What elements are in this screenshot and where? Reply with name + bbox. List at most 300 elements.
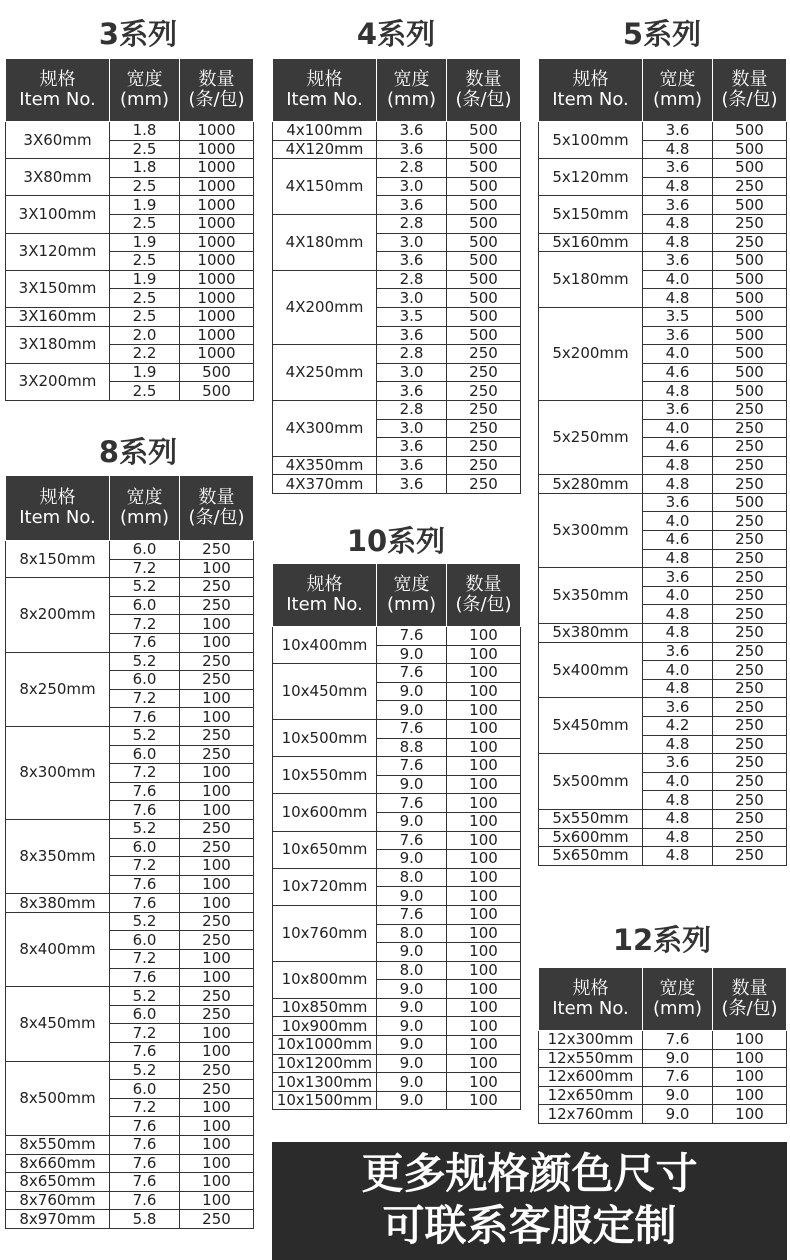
header-item-en: Item No.: [19, 507, 96, 528]
series-8-title: 8系列: [98, 435, 178, 469]
item-no-cell: 4X150mm: [273, 159, 377, 215]
column-header-quantity: [713, 59, 787, 122]
table-row: [539, 828, 787, 847]
column-header-width: [377, 564, 447, 627]
quantity-cell: 100: [713, 1068, 787, 1087]
width-cell: 3.6: [643, 400, 713, 419]
header-qty-cn: 数量: [731, 978, 768, 999]
quantity-cell: 100: [447, 868, 521, 887]
quantity-cell: 250: [447, 382, 521, 401]
width-cell: 2.8: [377, 159, 447, 178]
width-cell: 4.8: [643, 214, 713, 233]
table-row: [273, 627, 521, 646]
quantity-cell: 100: [447, 1073, 521, 1092]
quantity-cell: 1000: [180, 177, 254, 196]
item-no-cell: 5x550mm: [539, 809, 643, 828]
width-cell: 4.8: [643, 809, 713, 828]
item-no-cell: 4X350mm: [273, 456, 377, 475]
width-cell: 7.2: [110, 615, 180, 634]
quantity-cell: 500: [713, 270, 787, 289]
quantity-cell: 100: [713, 1086, 787, 1105]
item-no-cell: 10x500mm: [273, 719, 377, 756]
width-cell: 9.0: [377, 998, 447, 1017]
table-header-row: [539, 59, 787, 122]
width-cell: 7.6: [377, 905, 447, 924]
quantity-cell: 100: [180, 1173, 254, 1192]
table-row: [273, 345, 521, 364]
column-header-width: [377, 59, 447, 122]
quantity-cell: 100: [447, 850, 521, 869]
quantity-cell: 500: [447, 326, 521, 345]
series-5-table: [538, 58, 787, 866]
width-cell: 4.8: [643, 828, 713, 847]
quantity-cell: 250: [180, 578, 254, 597]
width-cell: 7.6: [377, 719, 447, 738]
header-width-cn: 宽度: [393, 574, 430, 595]
quantity-cell: 100: [447, 831, 521, 850]
table-row: [6, 326, 254, 345]
width-cell: 4.8: [643, 475, 713, 494]
quantity-cell: 500: [713, 140, 787, 159]
width-cell: 3.6: [643, 493, 713, 512]
quantity-cell: 100: [180, 875, 254, 894]
width-cell: 2.8: [377, 270, 447, 289]
item-no-cell: 5x650mm: [539, 847, 643, 866]
width-cell: 3.0: [377, 177, 447, 196]
quantity-cell: 100: [180, 708, 254, 727]
column-header-width: [110, 476, 180, 541]
table-header-row: [539, 968, 787, 1031]
width-cell: 3.0: [377, 419, 447, 438]
item-no-cell: 5x200mm: [539, 307, 643, 400]
header-width-cn: 宽度: [393, 69, 430, 90]
item-no-cell: 4X120mm: [273, 140, 377, 159]
column-header-item-no: [539, 59, 643, 122]
table-row: [273, 905, 521, 924]
header-item-en: Item No.: [286, 89, 363, 110]
quantity-cell: 250: [713, 809, 787, 828]
header-item-cn: 规格: [572, 978, 609, 999]
width-cell: 7.6: [110, 1117, 180, 1136]
quantity-cell: 100: [180, 894, 254, 913]
quantity-cell: 250: [713, 177, 787, 196]
table-row: [273, 270, 521, 289]
quantity-cell: 500: [713, 363, 787, 382]
table-row: [539, 400, 787, 419]
quantity-cell: 100: [447, 645, 521, 664]
width-cell: 4.8: [643, 549, 713, 568]
quantity-cell: 250: [180, 671, 254, 690]
item-no-cell: 3X120mm: [6, 233, 110, 270]
quantity-cell: 100: [447, 812, 521, 831]
table-row: [6, 1210, 254, 1229]
quantity-cell: 100: [180, 801, 254, 820]
quantity-cell: 100: [180, 1024, 254, 1043]
quantity-cell: 100: [447, 887, 521, 906]
header-item-cn: 规格: [39, 69, 76, 90]
item-no-cell: 5x250mm: [539, 400, 643, 474]
width-cell: 6.0: [110, 596, 180, 615]
item-no-cell: 10x550mm: [273, 757, 377, 794]
quantity-cell: 100: [447, 775, 521, 794]
quantity-cell: 500: [713, 159, 787, 178]
width-cell: 3.0: [377, 363, 447, 382]
item-no-cell: 12x550mm: [539, 1049, 643, 1068]
quantity-cell: 250: [713, 661, 787, 680]
table-row: [273, 1091, 521, 1110]
item-no-cell: 4x100mm: [273, 122, 377, 141]
header-width-unit: (mm): [652, 89, 703, 110]
width-cell: 7.6: [110, 1043, 180, 1062]
quantity-cell: 250: [713, 791, 787, 810]
width-cell: 9.0: [377, 682, 447, 701]
quantity-cell: 250: [713, 233, 787, 252]
table-row: [6, 270, 254, 289]
column-header-quantity: [180, 59, 254, 122]
item-no-cell: 8x500mm: [6, 1061, 110, 1135]
width-cell: 4.8: [643, 605, 713, 624]
item-no-cell: 4X370mm: [273, 475, 377, 494]
item-no-cell: 5x280mm: [539, 475, 643, 494]
table-row: [539, 1086, 787, 1105]
table-row: [539, 1031, 787, 1050]
quantity-cell: 500: [713, 345, 787, 364]
table-row: [6, 912, 254, 931]
width-cell: 1.8: [110, 122, 180, 141]
width-cell: 3.5: [643, 307, 713, 326]
width-cell: 7.6: [110, 1191, 180, 1210]
item-no-cell: 3X180mm: [6, 326, 110, 363]
table-row: [539, 568, 787, 587]
header-item-cn: 规格: [572, 69, 609, 90]
width-cell: 2.5: [110, 307, 180, 326]
width-cell: 7.6: [377, 831, 447, 850]
header-qty-unit: (条/包): [188, 89, 245, 110]
table-row: [539, 624, 787, 643]
header-qty-unit: (条/包): [721, 89, 778, 110]
quantity-cell: 100: [180, 1117, 254, 1136]
width-cell: 4.0: [643, 419, 713, 438]
quantity-cell: 1000: [180, 159, 254, 178]
quantity-cell: 100: [447, 1091, 521, 1110]
quantity-cell: 250: [447, 345, 521, 364]
quantity-cell: 250: [180, 987, 254, 1006]
table-row: [539, 1105, 787, 1124]
quantity-cell: 100: [447, 943, 521, 962]
width-cell: 3.5: [377, 307, 447, 326]
quantity-cell: 100: [180, 1043, 254, 1062]
quantity-cell: 1000: [180, 252, 254, 271]
width-cell: 5.2: [110, 912, 180, 931]
quantity-cell: 100: [180, 968, 254, 987]
width-cell: 4.8: [643, 847, 713, 866]
quantity-cell: 250: [180, 912, 254, 931]
quantity-cell: 500: [180, 363, 254, 382]
column-header-quantity: [447, 564, 521, 627]
width-cell: 9.0: [377, 775, 447, 794]
width-cell: 4.8: [643, 735, 713, 754]
item-no-cell: 4X300mm: [273, 400, 377, 456]
table-row: [273, 998, 521, 1017]
quantity-cell: 100: [447, 627, 521, 646]
table-row: [539, 307, 787, 326]
column-header-item-no: [273, 59, 377, 122]
width-cell: 4.0: [643, 512, 713, 531]
quantity-cell: 250: [713, 586, 787, 605]
quantity-cell: 250: [180, 726, 254, 745]
width-cell: 7.2: [110, 857, 180, 876]
quantity-cell: 250: [713, 531, 787, 550]
width-cell: 1.9: [110, 196, 180, 215]
item-no-cell: 5x300mm: [539, 493, 643, 567]
quantity-cell: 1000: [180, 196, 254, 215]
item-no-cell: 5x400mm: [539, 642, 643, 698]
item-no-cell: 5x450mm: [539, 698, 643, 754]
width-cell: 4.8: [643, 289, 713, 308]
quantity-cell: 250: [447, 438, 521, 457]
quantity-cell: 500: [180, 382, 254, 401]
item-no-cell: 12x300mm: [539, 1031, 643, 1050]
quantity-cell: 250: [713, 214, 787, 233]
quantity-cell: 250: [180, 838, 254, 857]
table-row: [273, 159, 521, 178]
quantity-cell: 100: [447, 1036, 521, 1055]
series-3-table: [5, 58, 254, 401]
table-row: [273, 1036, 521, 1055]
width-cell: 9.0: [377, 1091, 447, 1110]
width-cell: 7.2: [110, 764, 180, 783]
quantity-cell: 250: [180, 1210, 254, 1229]
width-cell: 8.8: [377, 738, 447, 757]
width-cell: 5.8: [110, 1210, 180, 1229]
table-row: [539, 493, 787, 512]
table-row: [6, 363, 254, 382]
column-header-quantity: [180, 476, 254, 541]
width-cell: 7.2: [110, 1024, 180, 1043]
item-no-cell: 10x1200mm: [273, 1054, 377, 1073]
table-row: [6, 159, 254, 178]
table-row: [6, 233, 254, 252]
width-cell: 4.0: [643, 345, 713, 364]
header-qty-unit: (条/包): [455, 594, 512, 615]
width-cell: 6.0: [110, 931, 180, 950]
item-no-cell: 8x350mm: [6, 819, 110, 893]
width-cell: 3.6: [377, 382, 447, 401]
quantity-cell: 250: [180, 819, 254, 838]
quantity-cell: 250: [447, 419, 521, 438]
table-row: [273, 757, 521, 776]
quantity-cell: 250: [180, 1005, 254, 1024]
quantity-cell: 250: [180, 931, 254, 950]
width-cell: 4.6: [643, 363, 713, 382]
width-cell: 7.6: [643, 1068, 713, 1087]
quantity-cell: 100: [713, 1105, 787, 1124]
table-header-row: [273, 564, 521, 627]
width-cell: 6.0: [110, 1080, 180, 1099]
header-item-cn: 规格: [306, 69, 343, 90]
width-cell: 4.6: [643, 531, 713, 550]
width-cell: 2.8: [377, 400, 447, 419]
quantity-cell: 100: [447, 1017, 521, 1036]
width-cell: 7.2: [110, 689, 180, 708]
item-no-cell: 4X180mm: [273, 214, 377, 270]
quantity-cell: 1000: [180, 140, 254, 159]
item-no-cell: 8x650mm: [6, 1173, 110, 1192]
width-cell: 2.8: [377, 214, 447, 233]
table-row: [539, 233, 787, 252]
quantity-cell: 100: [447, 1054, 521, 1073]
width-cell: 3.0: [377, 233, 447, 252]
quantity-cell: 250: [180, 596, 254, 615]
item-no-cell: 8x760mm: [6, 1191, 110, 1210]
table-row: [6, 1154, 254, 1173]
header-item-en: Item No.: [552, 998, 629, 1019]
quantity-cell: 500: [713, 326, 787, 345]
custom-spec-banner: [272, 1142, 787, 1260]
banner-line-1: 更多规格颜色尺寸: [361, 1149, 698, 1198]
quantity-cell: 100: [180, 857, 254, 876]
table-row: [273, 1073, 521, 1092]
table-header-row: [6, 476, 254, 541]
width-cell: 3.6: [377, 140, 447, 159]
width-cell: 7.6: [110, 801, 180, 820]
quantity-cell: 250: [713, 438, 787, 457]
column-header-item-no: [539, 968, 643, 1031]
quantity-cell: 100: [447, 664, 521, 683]
header-width-unit: (mm): [386, 89, 437, 110]
quantity-cell: 250: [180, 652, 254, 671]
quantity-cell: 1000: [180, 122, 254, 141]
width-cell: 9.0: [377, 943, 447, 962]
width-cell: 5.2: [110, 726, 180, 745]
width-cell: 9.0: [643, 1049, 713, 1068]
item-no-cell: 8x450mm: [6, 987, 110, 1061]
table-row: [539, 1049, 787, 1068]
quantity-cell: 500: [713, 196, 787, 215]
width-cell: 5.2: [110, 987, 180, 1006]
quantity-cell: 500: [713, 493, 787, 512]
table-row: [6, 1173, 254, 1192]
width-cell: 5.2: [110, 578, 180, 597]
quantity-cell: 250: [713, 400, 787, 419]
width-cell: 3.6: [643, 122, 713, 141]
table-header-row: [273, 59, 521, 122]
header-width-unit: (mm): [119, 507, 170, 528]
quantity-cell: 250: [713, 698, 787, 717]
item-no-cell: 10x900mm: [273, 1017, 377, 1036]
quantity-cell: 250: [713, 847, 787, 866]
width-cell: 3.6: [643, 196, 713, 215]
quantity-cell: 500: [447, 233, 521, 252]
item-no-cell: 10x850mm: [273, 998, 377, 1017]
width-cell: 4.8: [643, 140, 713, 159]
quantity-cell: 100: [447, 738, 521, 757]
width-cell: 4.0: [643, 772, 713, 791]
table-row: [6, 1061, 254, 1080]
width-cell: 9.0: [377, 1017, 447, 1036]
table-row: [6, 122, 254, 141]
item-no-cell: 10x760mm: [273, 905, 377, 961]
quantity-cell: 1000: [180, 345, 254, 364]
item-no-cell: 5x100mm: [539, 122, 643, 159]
quantity-cell: 250: [713, 772, 787, 791]
table-row: [273, 794, 521, 813]
quantity-cell: 100: [180, 1154, 254, 1173]
table-row: [273, 214, 521, 233]
width-cell: 7.6: [110, 633, 180, 652]
width-cell: 3.6: [377, 475, 447, 494]
header-item-cn: 规格: [39, 487, 76, 508]
table-row: [539, 809, 787, 828]
item-no-cell: 10x400mm: [273, 627, 377, 664]
table-row: [539, 159, 787, 178]
item-no-cell: 10x650mm: [273, 831, 377, 868]
width-cell: 9.0: [377, 1054, 447, 1073]
quantity-cell: 250: [447, 363, 521, 382]
header-width-cn: 宽度: [659, 978, 696, 999]
width-cell: 3.6: [377, 326, 447, 345]
width-cell: 2.5: [110, 382, 180, 401]
width-cell: 9.0: [377, 850, 447, 869]
table-row: [6, 726, 254, 745]
header-qty-unit: (条/包): [455, 89, 512, 110]
quantity-cell: 1000: [180, 289, 254, 308]
item-no-cell: 3X100mm: [6, 196, 110, 233]
item-no-cell: 8x300mm: [6, 726, 110, 819]
column-header-width: [110, 59, 180, 122]
width-cell: 1.8: [110, 159, 180, 178]
width-cell: 2.0: [110, 326, 180, 345]
width-cell: 3.6: [377, 196, 447, 215]
series-4-title: 4系列: [356, 17, 436, 51]
quantity-cell: 250: [447, 475, 521, 494]
width-cell: 7.6: [643, 1031, 713, 1050]
width-cell: 3.6: [643, 159, 713, 178]
width-cell: 2.5: [110, 140, 180, 159]
width-cell: 4.8: [643, 382, 713, 401]
item-no-cell: 8x400mm: [6, 912, 110, 986]
width-cell: 6.0: [110, 1005, 180, 1024]
quantity-cell: 250: [713, 624, 787, 643]
quantity-cell: 250: [447, 456, 521, 475]
width-cell: 3.6: [643, 326, 713, 345]
quantity-cell: 100: [180, 950, 254, 969]
table-row: [539, 754, 787, 773]
quantity-cell: 500: [713, 289, 787, 308]
table-row: [539, 196, 787, 215]
width-cell: 7.6: [110, 1136, 180, 1155]
width-cell: 4.8: [643, 456, 713, 475]
width-cell: 4.0: [643, 586, 713, 605]
item-no-cell: 5x500mm: [539, 754, 643, 810]
quantity-cell: 100: [447, 980, 521, 999]
width-cell: 9.0: [377, 701, 447, 720]
header-width-unit: (mm): [386, 594, 437, 615]
item-no-cell: 8x970mm: [6, 1210, 110, 1229]
header-item-en: Item No.: [286, 594, 363, 615]
header-qty-cn: 数量: [731, 69, 768, 90]
item-no-cell: 10x1500mm: [273, 1091, 377, 1110]
series-3-title: 3系列: [98, 17, 178, 51]
table-row: [273, 961, 521, 980]
width-cell: 5.2: [110, 819, 180, 838]
width-cell: 9.0: [377, 1036, 447, 1055]
width-cell: 4.8: [643, 624, 713, 643]
item-no-cell: 3X60mm: [6, 122, 110, 159]
quantity-cell: 100: [180, 764, 254, 783]
quantity-cell: 100: [180, 615, 254, 634]
table-row: [6, 1191, 254, 1210]
